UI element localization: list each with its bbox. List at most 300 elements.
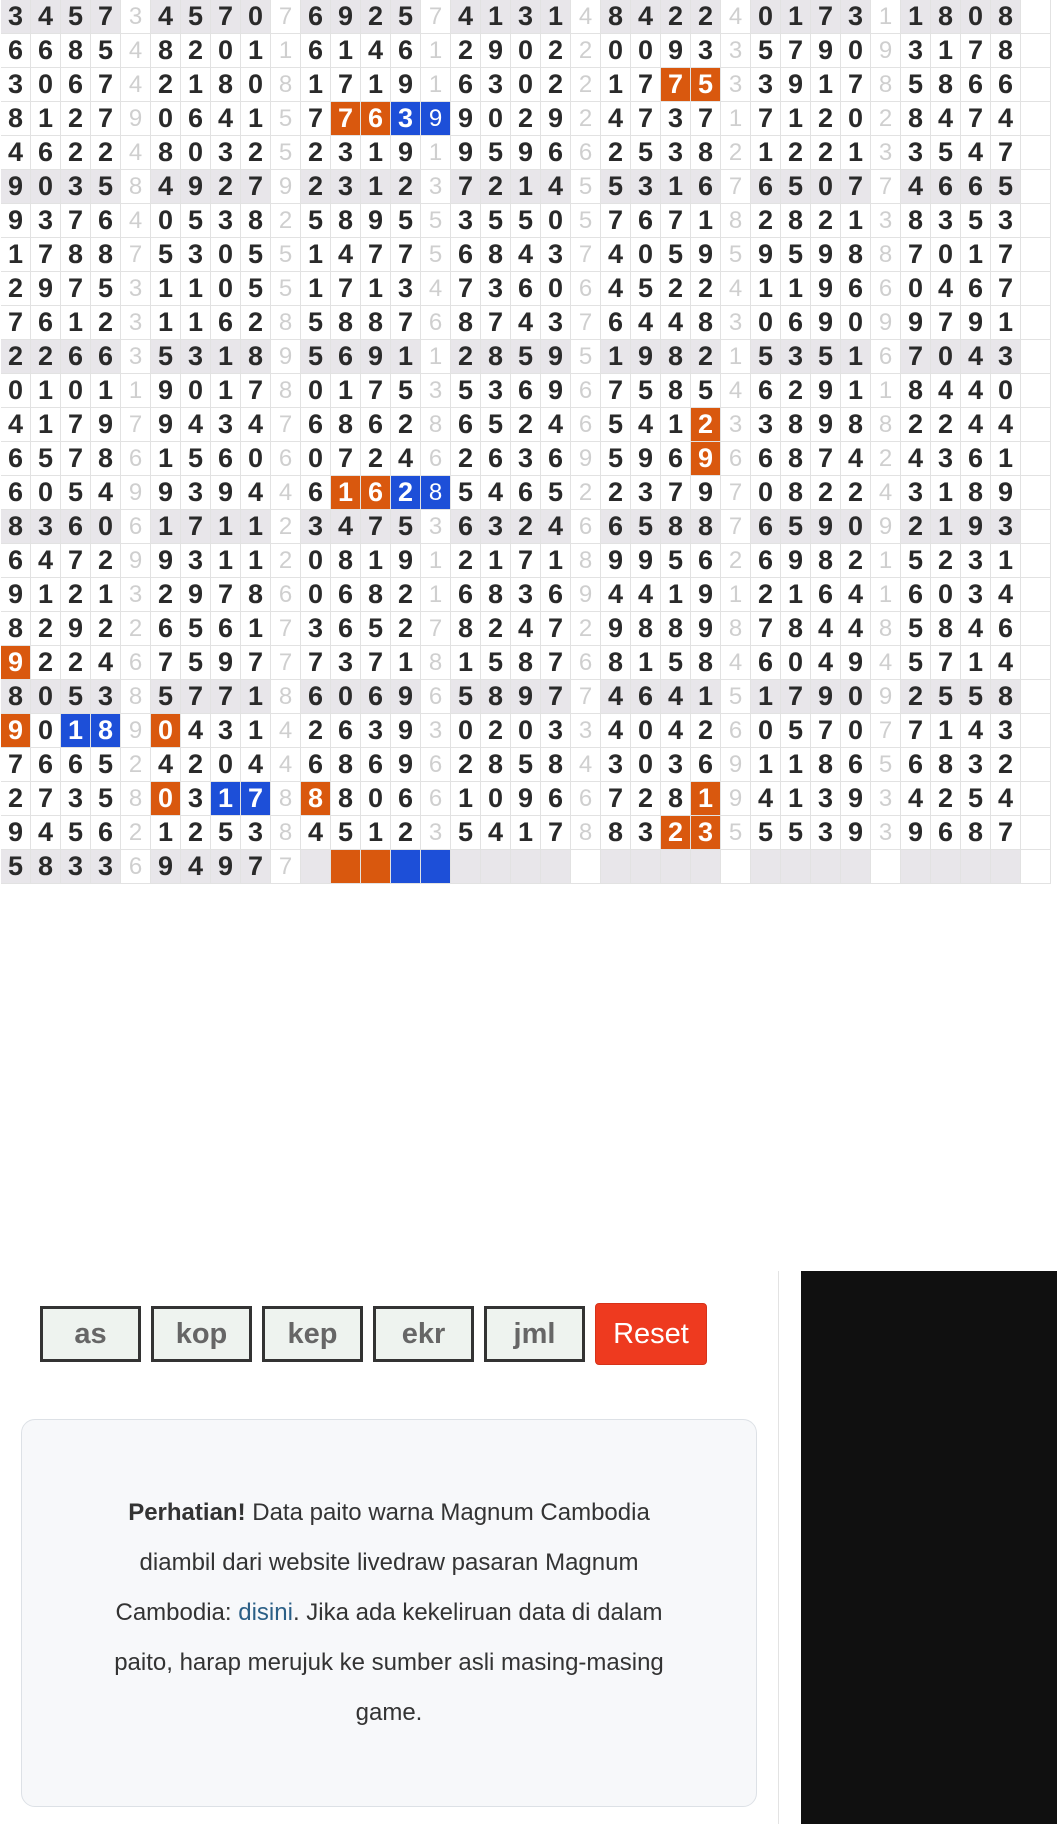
paito-cell[interactable]: 1 (751, 680, 781, 714)
paito-cell[interactable]: 9 (391, 136, 421, 170)
paito-cell[interactable]: 4 (661, 680, 691, 714)
paito-cell[interactable]: 8 (691, 306, 721, 340)
paito-cell[interactable]: 7 (31, 782, 61, 816)
paito-cell[interactable]: 5 (961, 204, 991, 238)
paito-cell[interactable]: 2 (691, 272, 721, 306)
paito-cell[interactable]: 9 (361, 204, 391, 238)
paito-cell[interactable]: 7 (151, 646, 181, 680)
paito-cell[interactable]: 2 (751, 578, 781, 612)
paito-cell[interactable]: 3 (691, 816, 721, 850)
paito-cell[interactable]: 4 (961, 612, 991, 646)
paito-cell[interactable]: 2 (211, 170, 241, 204)
paito-cell[interactable]: 2 (661, 816, 691, 850)
paito-cell[interactable]: 1 (841, 136, 871, 170)
paito-cell[interactable]: 7 (841, 68, 871, 102)
paito-cell[interactable]: 7 (961, 34, 991, 68)
paito-cell[interactable]: 2 (811, 204, 841, 238)
paito-cell[interactable]: 1 (931, 34, 961, 68)
paito-cell[interactable]: 9 (541, 374, 571, 408)
paito-cell[interactable]: 5 (61, 0, 91, 34)
paito-cell[interactable]: 6 (751, 544, 781, 578)
paito-cell[interactable]: 5 (781, 170, 811, 204)
paito-cell[interactable]: 4 (601, 680, 631, 714)
paito-cell[interactable]: 9 (181, 170, 211, 204)
paito-cell[interactable]: 1 (361, 68, 391, 102)
paito-cell[interactable]: 6 (931, 170, 961, 204)
paito-cell[interactable]: 8 (601, 646, 631, 680)
paito-cell[interactable]: 3 (901, 136, 931, 170)
paito-cell[interactable]: 0 (961, 0, 991, 34)
paito-cell[interactable]: 5 (91, 782, 121, 816)
paito-cell[interactable]: 4 (601, 578, 631, 612)
paito-cell[interactable]: 9 (841, 646, 871, 680)
paito-cell[interactable]: 1 (301, 272, 331, 306)
paito-cell[interactable]: 5 (241, 238, 271, 272)
paito-cell[interactable]: 3 (1, 0, 31, 34)
paito-cell[interactable]: 3 (541, 714, 571, 748)
paito-cell[interactable]: 1 (931, 476, 961, 510)
paito-cell[interactable]: 9 (631, 442, 661, 476)
paito-cell[interactable]: 9 (811, 510, 841, 544)
paito-cell[interactable]: 4 (841, 578, 871, 612)
reset-button[interactable]: Reset (595, 1303, 707, 1365)
paito-cell[interactable]: 2 (811, 476, 841, 510)
paito-cell[interactable]: 1 (991, 306, 1021, 340)
paito-cell[interactable]: 3 (961, 578, 991, 612)
paito-cell[interactable]: 6 (631, 680, 661, 714)
paito-cell[interactable]: 6 (301, 34, 331, 68)
paito-cell[interactable]: 4 (991, 782, 1021, 816)
paito-cell[interactable]: 2 (451, 34, 481, 68)
paito-cell[interactable]: 9 (391, 68, 421, 102)
paito-cell[interactable]: 4 (601, 238, 631, 272)
paito-cell[interactable]: 2 (31, 646, 61, 680)
paito-cell[interactable]: 9 (391, 714, 421, 748)
paito-cell[interactable]: 5 (601, 408, 631, 442)
paito-cell[interactable]: 6 (751, 374, 781, 408)
paito-cell[interactable]: 3 (511, 0, 541, 34)
paito-cell[interactable]: 8 (661, 374, 691, 408)
paito-cell[interactable]: 5 (511, 748, 541, 782)
paito-cell[interactable]: 2 (391, 408, 421, 442)
paito-cell[interactable]: 1 (541, 0, 571, 34)
paito-cell[interactable]: 7 (991, 136, 1021, 170)
paito-cell[interactable]: 8 (31, 850, 61, 884)
paito-cell[interactable]: 3 (451, 204, 481, 238)
paito-cell[interactable]: 4 (601, 714, 631, 748)
paito-cell[interactable]: 3 (211, 714, 241, 748)
paito-cell[interactable]: 1 (361, 136, 391, 170)
paito-cell[interactable]: 1 (691, 204, 721, 238)
paito-cell[interactable]: 8 (91, 442, 121, 476)
paito-cell[interactable]: 1 (151, 816, 181, 850)
paito-cell[interactable]: 1 (31, 102, 61, 136)
paito-cell[interactable]: 1 (841, 374, 871, 408)
paito-cell[interactable]: 5 (181, 646, 211, 680)
paito-cell[interactable]: 7 (661, 68, 691, 102)
column-ekr-button[interactable]: ekr (373, 1306, 474, 1362)
paito-cell[interactable]: 7 (361, 238, 391, 272)
paito-cell[interactable]: 2 (601, 136, 631, 170)
paito-cell[interactable]: 8 (481, 578, 511, 612)
paito-cell[interactable]: 1 (661, 578, 691, 612)
paito-cell[interactable]: 2 (691, 340, 721, 374)
paito-cell[interactable]: 8 (631, 612, 661, 646)
paito-cell[interactable]: 5 (301, 306, 331, 340)
paito-cell[interactable]: 0 (91, 510, 121, 544)
paito-cell[interactable]: 3 (1, 68, 31, 102)
paito-cell[interactable]: 4 (811, 646, 841, 680)
paito-cell[interactable]: 3 (61, 170, 91, 204)
paito-cell[interactable]: 3 (391, 102, 421, 136)
paito-cell[interactable]: 1 (631, 646, 661, 680)
paito-cell[interactable]: 9 (691, 612, 721, 646)
paito-cell[interactable]: 1 (181, 306, 211, 340)
paito-cell[interactable]: 0 (991, 374, 1021, 408)
paito-cell[interactable]: 4 (181, 714, 211, 748)
paito-cell[interactable]: 6 (691, 170, 721, 204)
paito-cell[interactable]: 8 (331, 544, 361, 578)
paito-cell[interactable]: 1 (811, 68, 841, 102)
paito-cell[interactable]: 4 (181, 850, 211, 884)
paito-cell[interactable]: 4 (31, 0, 61, 34)
paito-cell[interactable]: 1 (931, 714, 961, 748)
paito-cell[interactable]: 4 (961, 340, 991, 374)
paito-cell[interactable]: 7 (61, 544, 91, 578)
paito-cell[interactable]: 9 (511, 782, 541, 816)
paito-cell[interactable]: 1 (31, 374, 61, 408)
paito-cell[interactable]: 8 (931, 748, 961, 782)
paito-cell[interactable]: 9 (601, 612, 631, 646)
paito-cell[interactable]: 3 (331, 170, 361, 204)
paito-cell[interactable]: 1 (151, 510, 181, 544)
paito-cell[interactable]: 5 (301, 204, 331, 238)
paito-cell[interactable]: 1 (241, 544, 271, 578)
paito-cell[interactable]: 8 (361, 578, 391, 612)
paito-cell[interactable]: 8 (1, 680, 31, 714)
paito-cell[interactable]: 7 (691, 102, 721, 136)
paito-cell[interactable]: 1 (451, 782, 481, 816)
paito-cell[interactable]: 8 (601, 0, 631, 34)
paito-cell[interactable]: 5 (451, 374, 481, 408)
paito-cell[interactable]: 0 (751, 306, 781, 340)
paito-cell[interactable]: 9 (811, 272, 841, 306)
paito-cell[interactable]: 8 (451, 306, 481, 340)
paito-cell[interactable]: 3 (601, 748, 631, 782)
paito-cell[interactable]: 3 (901, 476, 931, 510)
paito-cell[interactable]: 2 (541, 68, 571, 102)
paito-cell[interactable]: 5 (391, 204, 421, 238)
paito-cell[interactable]: 2 (361, 0, 391, 34)
paito-cell[interactable]: 7 (241, 850, 271, 884)
column-jml-button[interactable]: jml (484, 1306, 585, 1362)
paito-cell[interactable]: 7 (31, 238, 61, 272)
paito-cell[interactable]: 7 (391, 306, 421, 340)
paito-cell[interactable]: 5 (301, 340, 331, 374)
paito-cell[interactable]: 0 (751, 714, 781, 748)
paito-cell[interactable]: 0 (841, 510, 871, 544)
paito-cell[interactable]: 0 (511, 68, 541, 102)
paito-cell[interactable]: 4 (631, 0, 661, 34)
paito-cell[interactable]: 2 (631, 782, 661, 816)
paito-cell[interactable]: 0 (751, 0, 781, 34)
paito-cell[interactable]: 4 (511, 238, 541, 272)
paito-cell[interactable]: 8 (1, 612, 31, 646)
paito-cell[interactable]: 5 (241, 272, 271, 306)
paito-cell[interactable]: 6 (31, 748, 61, 782)
paito-cell[interactable]: 3 (901, 34, 931, 68)
paito-cell[interactable]: 0 (61, 374, 91, 408)
paito-cell[interactable]: 6 (451, 238, 481, 272)
paito-cell[interactable]: 5 (901, 646, 931, 680)
paito-cell[interactable]: 2 (991, 748, 1021, 782)
paito-cell[interactable]: 3 (931, 204, 961, 238)
paito-cell[interactable]: 8 (691, 136, 721, 170)
paito-cell[interactable]: 4 (151, 0, 181, 34)
paito-cell[interactable]: 8 (481, 238, 511, 272)
paito-cell[interactable]: 0 (181, 136, 211, 170)
paito-cell[interactable]: 5 (61, 816, 91, 850)
paito-cell[interactable]: 9 (391, 680, 421, 714)
paito-cell[interactable]: 3 (61, 782, 91, 816)
paito-cell[interactable]: 1 (301, 238, 331, 272)
paito-cell[interactable]: 3 (631, 476, 661, 510)
paito-cell[interactable]: 5 (391, 374, 421, 408)
paito-cell[interactable]: 3 (211, 408, 241, 442)
paito-cell[interactable] (601, 850, 631, 884)
paito-cell[interactable]: 6 (601, 306, 631, 340)
paito-cell[interactable] (961, 850, 991, 884)
paito-cell[interactable]: 7 (451, 170, 481, 204)
paito-cell[interactable]: 3 (181, 476, 211, 510)
paito-cell[interactable]: 0 (31, 476, 61, 510)
paito-cell[interactable]: 4 (601, 272, 631, 306)
paito-cell[interactable]: 6 (961, 68, 991, 102)
paito-cell[interactable]: 7 (601, 782, 631, 816)
paito-cell[interactable]: 9 (691, 476, 721, 510)
paito-cell[interactable]: 1 (211, 510, 241, 544)
paito-cell[interactable]: 7 (991, 238, 1021, 272)
paito-cell[interactable]: 3 (391, 272, 421, 306)
paito-cell[interactable]: 8 (331, 204, 361, 238)
paito-cell[interactable]: 4 (601, 102, 631, 136)
paito-cell[interactable]: 1 (391, 340, 421, 374)
paito-cell[interactable]: 2 (301, 170, 331, 204)
paito-cell[interactable]: 8 (691, 510, 721, 544)
paito-cell[interactable]: 3 (991, 510, 1021, 544)
paito-cell[interactable]: 7 (61, 408, 91, 442)
column-kop-button[interactable]: kop (151, 1306, 252, 1362)
paito-cell[interactable]: 2 (61, 136, 91, 170)
paito-cell[interactable]: 0 (541, 204, 571, 238)
paito-cell[interactable]: 8 (151, 136, 181, 170)
paito-cell[interactable]: 6 (391, 782, 421, 816)
paito-cell[interactable]: 9 (901, 306, 931, 340)
paito-cell[interactable]: 2 (181, 34, 211, 68)
paito-cell[interactable]: 2 (511, 102, 541, 136)
paito-cell[interactable]: 9 (31, 272, 61, 306)
paito-cell[interactable]: 0 (541, 272, 571, 306)
paito-cell[interactable]: 1 (781, 748, 811, 782)
paito-cell[interactable]: 2 (451, 340, 481, 374)
paito-cell[interactable] (511, 850, 541, 884)
paito-cell[interactable]: 9 (631, 340, 661, 374)
paito-cell[interactable]: 2 (91, 612, 121, 646)
paito-cell[interactable]: 2 (241, 136, 271, 170)
paito-cell[interactable]: 4 (841, 442, 871, 476)
paito-cell[interactable]: 9 (1, 714, 31, 748)
paito-cell[interactable]: 5 (661, 544, 691, 578)
paito-cell[interactable]: 9 (781, 544, 811, 578)
paito-cell[interactable]: 9 (811, 408, 841, 442)
paito-cell[interactable]: 0 (31, 680, 61, 714)
paito-cell[interactable]: 1 (841, 340, 871, 374)
paito-cell[interactable]: 5 (211, 816, 241, 850)
paito-cell[interactable]: 3 (31, 204, 61, 238)
paito-cell[interactable]: 0 (781, 646, 811, 680)
paito-cell[interactable]: 6 (91, 816, 121, 850)
paito-cell[interactable]: 9 (691, 238, 721, 272)
paito-cell[interactable]: 2 (481, 612, 511, 646)
paito-cell[interactable]: 6 (781, 306, 811, 340)
paito-cell[interactable]: 7 (781, 680, 811, 714)
paito-cell[interactable]: 2 (451, 442, 481, 476)
paito-cell[interactable]: 4 (451, 0, 481, 34)
paito-cell[interactable]: 4 (31, 544, 61, 578)
paito-cell[interactable]: 4 (181, 408, 211, 442)
paito-cell[interactable] (331, 850, 361, 884)
paito-cell[interactable]: 7 (841, 170, 871, 204)
paito-cell[interactable]: 3 (481, 272, 511, 306)
paito-cell[interactable]: 4 (31, 816, 61, 850)
paito-cell[interactable]: 5 (451, 816, 481, 850)
paito-cell[interactable]: 7 (181, 680, 211, 714)
paito-cell[interactable]: 2 (1, 340, 31, 374)
paito-cell[interactable]: 8 (481, 680, 511, 714)
paito-cell[interactable]: 2 (31, 612, 61, 646)
paito-cell[interactable]: 1 (541, 544, 571, 578)
paito-cell[interactable]: 8 (991, 680, 1021, 714)
paito-cell[interactable]: 8 (781, 612, 811, 646)
paito-cell[interactable]: 1 (151, 306, 181, 340)
paito-cell[interactable]: 6 (541, 782, 571, 816)
paito-cell[interactable]: 7 (331, 68, 361, 102)
paito-cell[interactable]: 8 (931, 0, 961, 34)
paito-cell[interactable]: 5 (451, 680, 481, 714)
paito-cell[interactable]: 2 (931, 544, 961, 578)
paito-cell[interactable]: 9 (211, 850, 241, 884)
paito-cell[interactable]: 1 (211, 340, 241, 374)
paito-cell[interactable]: 8 (211, 68, 241, 102)
paito-cell[interactable]: 6 (661, 442, 691, 476)
paito-cell[interactable]: 6 (631, 204, 661, 238)
paito-cell[interactable]: 5 (631, 136, 661, 170)
paito-cell[interactable]: 1 (481, 0, 511, 34)
paito-cell[interactable]: 0 (181, 374, 211, 408)
paito-cell[interactable]: 0 (211, 34, 241, 68)
paito-cell[interactable]: 4 (151, 170, 181, 204)
paito-cell[interactable]: 3 (181, 544, 211, 578)
paito-cell[interactable]: 1 (91, 578, 121, 612)
paito-cell[interactable]: 8 (1, 510, 31, 544)
paito-cell[interactable]: 1 (661, 408, 691, 442)
paito-cell[interactable]: 9 (511, 136, 541, 170)
paito-cell[interactable]: 5 (901, 612, 931, 646)
paito-cell[interactable]: 4 (481, 476, 511, 510)
paito-cell[interactable]: 5 (61, 476, 91, 510)
paito-cell[interactable]: 7 (601, 374, 631, 408)
paito-cell[interactable]: 6 (541, 136, 571, 170)
paito-cell[interactable]: 0 (211, 238, 241, 272)
paito-cell[interactable]: 6 (61, 340, 91, 374)
paito-cell[interactable]: 2 (901, 510, 931, 544)
paito-cell[interactable]: 2 (781, 136, 811, 170)
paito-cell[interactable]: 5 (931, 680, 961, 714)
paito-cell[interactable]: 5 (1, 850, 31, 884)
paito-cell[interactable]: 6 (61, 510, 91, 544)
paito-cell[interactable]: 4 (931, 272, 961, 306)
paito-cell[interactable]: 9 (901, 816, 931, 850)
paito-cell[interactable]: 4 (331, 510, 361, 544)
paito-cell[interactable]: 9 (991, 476, 1021, 510)
paito-cell[interactable]: 4 (511, 612, 541, 646)
paito-cell[interactable]: 7 (661, 476, 691, 510)
paito-cell[interactable]: 7 (361, 510, 391, 544)
paito-cell[interactable]: 3 (661, 748, 691, 782)
paito-cell[interactable]: 4 (541, 510, 571, 544)
paito-cell[interactable]: 7 (211, 0, 241, 34)
paito-cell[interactable]: 2 (661, 272, 691, 306)
paito-cell[interactable]: 1 (391, 646, 421, 680)
paito-cell[interactable]: 6 (961, 170, 991, 204)
paito-cell[interactable]: 6 (511, 476, 541, 510)
paito-cell[interactable]: 1 (361, 272, 391, 306)
paito-cell[interactable]: 0 (241, 442, 271, 476)
paito-cell[interactable]: 9 (961, 306, 991, 340)
paito-cell[interactable]: 2 (841, 544, 871, 578)
paito-cell[interactable]: 2 (61, 646, 91, 680)
paito-cell[interactable]: 7 (61, 442, 91, 476)
paito-cell[interactable]: 2 (391, 816, 421, 850)
paito-cell[interactable]: 6 (331, 612, 361, 646)
paito-cell[interactable]: 9 (811, 306, 841, 340)
paito-cell[interactable]: 2 (691, 408, 721, 442)
paito-cell[interactable]: 0 (811, 170, 841, 204)
paito-cell[interactable]: 1 (661, 170, 691, 204)
paito-cell[interactable]: 7 (331, 272, 361, 306)
paito-cell[interactable]: 9 (331, 0, 361, 34)
paito-cell[interactable]: 9 (511, 680, 541, 714)
paito-cell[interactable]: 6 (301, 680, 331, 714)
paito-cell[interactable]: 9 (481, 34, 511, 68)
paito-cell[interactable]: 9 (91, 408, 121, 442)
paito-cell[interactable]: 7 (211, 578, 241, 612)
paito-cell[interactable]: 5 (631, 272, 661, 306)
paito-cell[interactable]: 7 (181, 510, 211, 544)
paito-cell[interactable]: 6 (1, 544, 31, 578)
paito-cell[interactable]: 5 (901, 68, 931, 102)
paito-cell[interactable]: 2 (841, 476, 871, 510)
paito-cell[interactable]: 0 (151, 102, 181, 136)
paito-cell[interactable]: 6 (811, 578, 841, 612)
paito-cell[interactable]: 1 (241, 680, 271, 714)
paito-cell[interactable]: 6 (451, 408, 481, 442)
paito-cell[interactable]: 5 (151, 680, 181, 714)
paito-cell[interactable] (691, 850, 721, 884)
paito-cell[interactable]: 9 (631, 544, 661, 578)
paito-cell[interactable]: 8 (811, 748, 841, 782)
paito-cell[interactable]: 8 (991, 0, 1021, 34)
